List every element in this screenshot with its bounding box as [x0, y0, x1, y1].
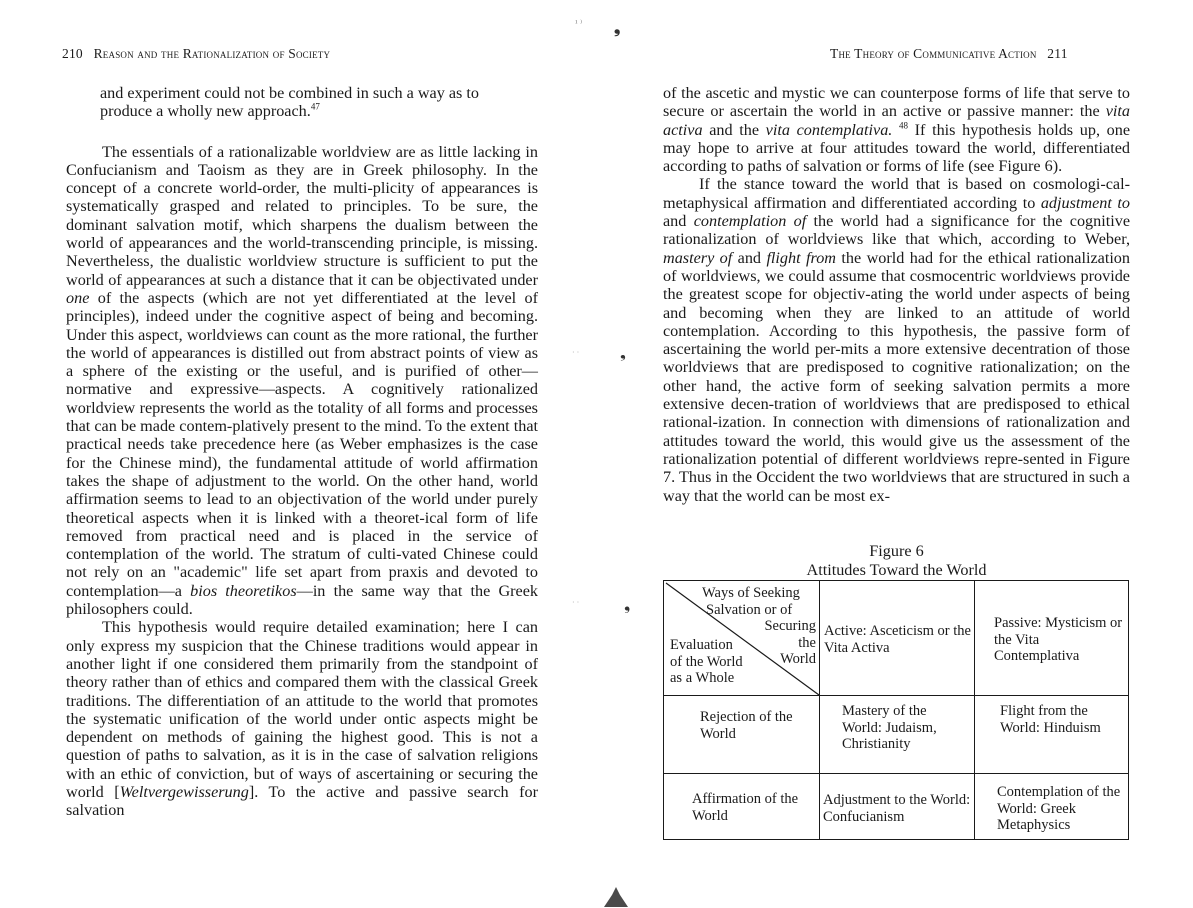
right-running-head	[830, 46, 1068, 62]
gutter-mark: ❟	[620, 346, 626, 362]
left-page-number: 210	[62, 46, 83, 61]
column-header-passive: Passive: Mysticism or the Vita Contemplativa	[994, 615, 1123, 664]
left-page-body	[66, 84, 538, 820]
gutter-mark: ❟	[614, 20, 621, 37]
left-paragraph-2: This hypothesis would require detailed examination; here I can only express my suspicion that the Chinese traditions would appear in another light if one considered them primarily from the standpoint of theory rather than of ethics and compared them with the classical Greek traditions. The differentiation of an attitude to the world that promotes the systematic unification of the world under ontic aspects might be dependent on methods of gaining the highest good. This is not a question of paths to salvation, as it is in the case of salvation religions with an ethic of conviction, but of ways of ascertaining or securing the world [Weltvergewisserung]. To the active and passive search for salvation	[66, 618, 538, 820]
left-running-title: Reason and the Rationalization of Society	[93, 46, 331, 61]
cell-adjustment: Adjustment to the World: Confucianism	[823, 792, 971, 825]
corner-header-top: Ways of Seeking Salvation or of Securing the World	[702, 585, 816, 667]
table-divider	[974, 581, 975, 839]
figure-caption: Attitudes Toward the World	[806, 561, 987, 579]
row-label-rejection: Rejection of the World	[700, 709, 793, 742]
table-divider	[664, 773, 1128, 774]
corner-header-bottom: Evaluation of the World as a Whole	[670, 637, 743, 686]
scan-smudge	[602, 885, 630, 908]
column-header-active: Active: Asceticism or the Vita Activa	[824, 623, 971, 656]
gutter-mark: ❟	[624, 597, 631, 614]
smudge-shape	[604, 887, 628, 907]
figure-number: Figure 6	[869, 542, 924, 560]
row-label-affirmation: Affirmation of the World	[692, 791, 799, 824]
gutter-mark: · ·	[572, 598, 580, 607]
right-paragraph-2: If the stance toward the world that is based on cosmologi-cal-metaphysical affirmation and differentiated according to adjustment to and contemplation of the world had a significance for the cognitive rationalization of worldviews like that which, according to Weber, mastery of and flight from the world had for the ethical rationalization of worldviews, we could assume that cosmocentric worldviews provide the greatest scope for objectiv-ating the world under aspects of being and becoming when they are linked to an attitude of world contemplation. According to this hypothesis, the passive form of ascertaining the world per-mits a more extensive decentration of those worldviews that are predisposed to cognitive rationalization; on the other hand, the active form of seeking salvation permits a more extensive decen-tration of worldviews that are predisposed to ethical rational-ization. In connection with dimensions of rationalization and attitudes toward the world, this would give us the assessment of the rationalization potential of different worldviews repre-sented in Figure 7. Thus in the Occident the two worldviews that are structured in such a way that the world can be most ex-	[663, 175, 1130, 505]
right-running-title: The Theory of Communicative Action	[830, 46, 1037, 61]
gutter-mark: ¹ ⁾	[575, 18, 583, 28]
cell-contemplation: Contemplation of the World: Greek Metaphysics	[997, 784, 1121, 833]
footnote-ref: 48	[899, 120, 909, 131]
attitudes-table	[663, 580, 1129, 840]
cell-mastery: Mastery of the World: Judaism, Christianity	[842, 703, 937, 752]
left-paragraph-1: The essentials of a rationalizable worldview are as little lacking in Confucianism and Taoism as they are in Greek philosophy. In the concept of a concrete world-order, the multi-plicity of appearances is systematically grasped and related to principles. To be sure, the dominant salvation motif, which sharpens the dualism between the world of appearances and the world-transcending principle, is missing. Nevertheless, the dualistic worldview structure is sufficient to put the world of appearances at such a distance that it can be objectivated under one of the aspects (which are not yet differentiated at the level of principles), indeed under the cognitive aspect of being and becoming. Under this aspect, worldviews can count as the more rational, the further the world of appearances is distilled out from abstract points of view as a sphere of the existing or the useful, and is purified of other—normative and expressive—aspects. A cognitively rationalized worldview represents the world as the totality of all forms and processes that can be made contem-platively present to the mind. To the extent that practical needs take precedence here (as Weber emphasizes is the case for the Chinese mind), the fundamental attitude of world affirmation takes the shape of adjustment to the world. On the other hand, world affirmation seems to lead to an objectivation of the world under purely theoretical aspects when it is linked with a theoret-ical form of life removed from practical need and is placed in the service of contemplation of the world. The stratum of culti-vated Chinese could not rely on an "academic" life set apart from praxis and devoted to contemplation—a bios theoretikos—in the same way that the Greek philosophers could.	[66, 142, 538, 619]
cell-flight: Flight from the World: Hinduism	[1000, 703, 1101, 736]
block-quote: and experiment could not be combined in such a way as to produce a wholly new approach.$^{47}$	[100, 84, 479, 121]
footnote-ref: 47	[310, 101, 320, 112]
left-running-head	[62, 46, 330, 62]
gutter-mark: · ·	[572, 348, 580, 357]
right-paragraph-1: of the ascetic and mystic we can counterpose forms of life that serve to secure or ascertain the world in an active or passive manner: the vita activa and the vita contemplativa. $^{48}$ If this hypothesis holds up, one may hope to arrive at four attitudes toward the world, differentiated according to paths of salvation or forms of life (see Figure 6).	[663, 84, 1131, 176]
right-page-number: 211	[1047, 46, 1068, 61]
right-page-body	[663, 84, 1130, 505]
